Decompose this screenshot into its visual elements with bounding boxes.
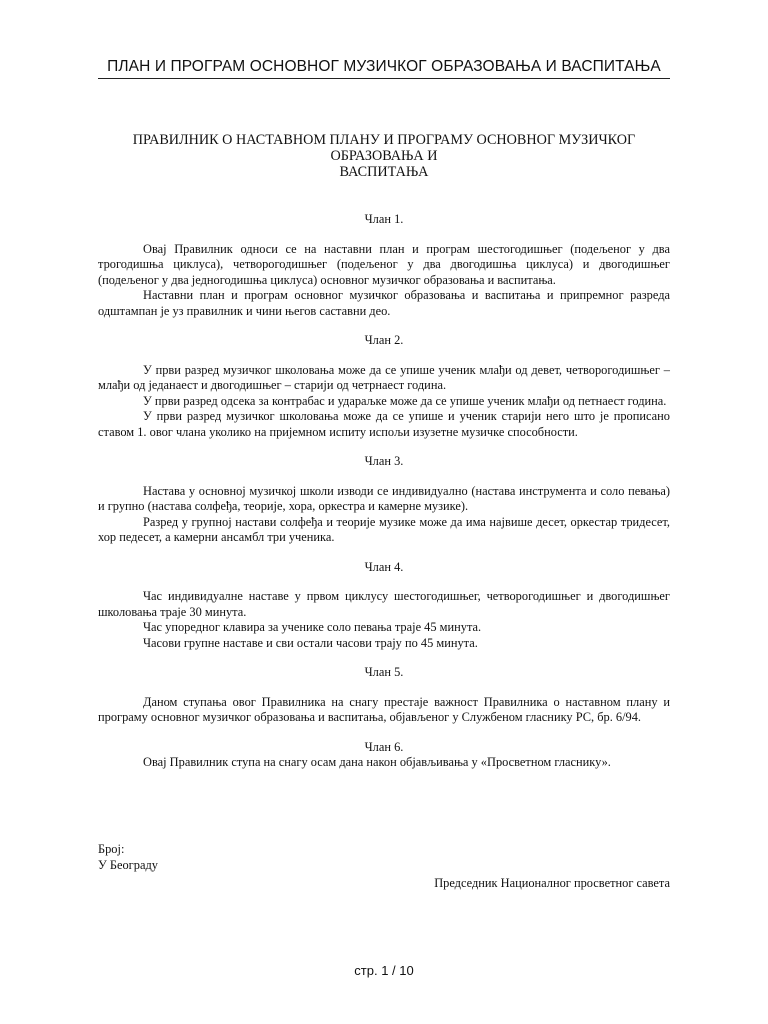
page-number: стр. 1 / 10 [354, 963, 414, 978]
document-number-label: Број: [98, 842, 125, 856]
article-paragraph: Овај Правилник односи се на наставни план и програм шестогодишњег (подељеног у два трогодишња циклуса), четворогодишњег (подељеног у два двогодишња циклуса) и двогодишњег (подељеног у два једногодишња циклуса) основног музичког образовања и васпитања. [98, 241, 670, 287]
article-paragraph: Овај Правилник ступа на снагу осам дана након објављивања у «Просветном гласнику». [143, 755, 611, 769]
article-paragraph: У први разред музичког школовања може да се упише и ученик старији него што је прописано ставом 1. овог члана уколико на пријемном испиту испољи изузетне музичке способности. [98, 409, 670, 439]
document-page [98, 0, 670, 1024]
signature-block [98, 842, 670, 873]
document-body [98, 212, 670, 771]
article-heading: Члан 2. [364, 333, 404, 347]
running-header: ПЛАН И ПРОГРАМ ОСНОВНОГ МУЗИЧКОГ ОБРАЗОВАЊА И ВАСПИТАЊА [98, 58, 670, 79]
article-paragraph: Наставни план и програм основног музичког образовања и васпитања и припремног разреда одштампан је уз правилник и чини његов саставни део. [98, 288, 670, 318]
signer-title: Председник Националног просветног савета [434, 876, 670, 890]
article-paragraph: Настава у основној музичкој школи изводи се индивидуално (настава инструмента и соло певања) и групно (настава солфеђа, теорије, хора, оркестра и камерне музике). [98, 483, 670, 513]
document-title-line-1: ПРАВИЛНИК О НАСТАВНОМ ПЛАНУ И ПРОГРАМУ ОСНОВНОГ МУЗИЧКОГ ОБРАЗОВАЊА И [132, 132, 636, 164]
article-paragraph: Разред у групној настави солфеђа и теорије музике може да има највише десет, оркестар тридесет, хор педесет, а камерни ансамбл три ученика. [98, 514, 670, 544]
article-paragraph: Часови групне наставе и сви остали часови трају по 45 минута. [143, 635, 478, 650]
article-paragraph: Час индивидуалне наставе у првом циклусу шестогодишњег, четворогодишњег и двогодишњег школовања траје 30 минута. [98, 589, 670, 619]
article-heading: Члан 3. [364, 454, 404, 468]
article-heading: Члан 1. [364, 212, 404, 226]
document-place: У Београду [98, 857, 158, 872]
article-paragraph: У први разред музичког школовања може да се упише ученик млађи од девет, четворогодишњег – млађи од једанаест и двогодишњег – старији од четрнаест година. [98, 362, 670, 392]
document-title [98, 132, 670, 180]
article-paragraph: Даном ступања овог Правилника на снагу престаје важност Правилника о наставном плану и програму основног музичког образовања и васпитања, објављеног у Службеном гласнику РС, бр. 6/94. [98, 694, 670, 724]
document-title-line-2: ВАСПИТАЊА [339, 164, 429, 180]
article-heading: Члан 6. [364, 739, 404, 754]
article-heading: Члан 4. [364, 559, 404, 574]
article-heading: Члан 5. [364, 665, 404, 679]
article-paragraph: У први разред одсека за контрабас и удараљке може да се упише ученик млађи од петнаест година. [143, 393, 667, 408]
article-paragraph: Час упоредног клавира за ученике соло певања траје 45 минута. [143, 620, 482, 634]
